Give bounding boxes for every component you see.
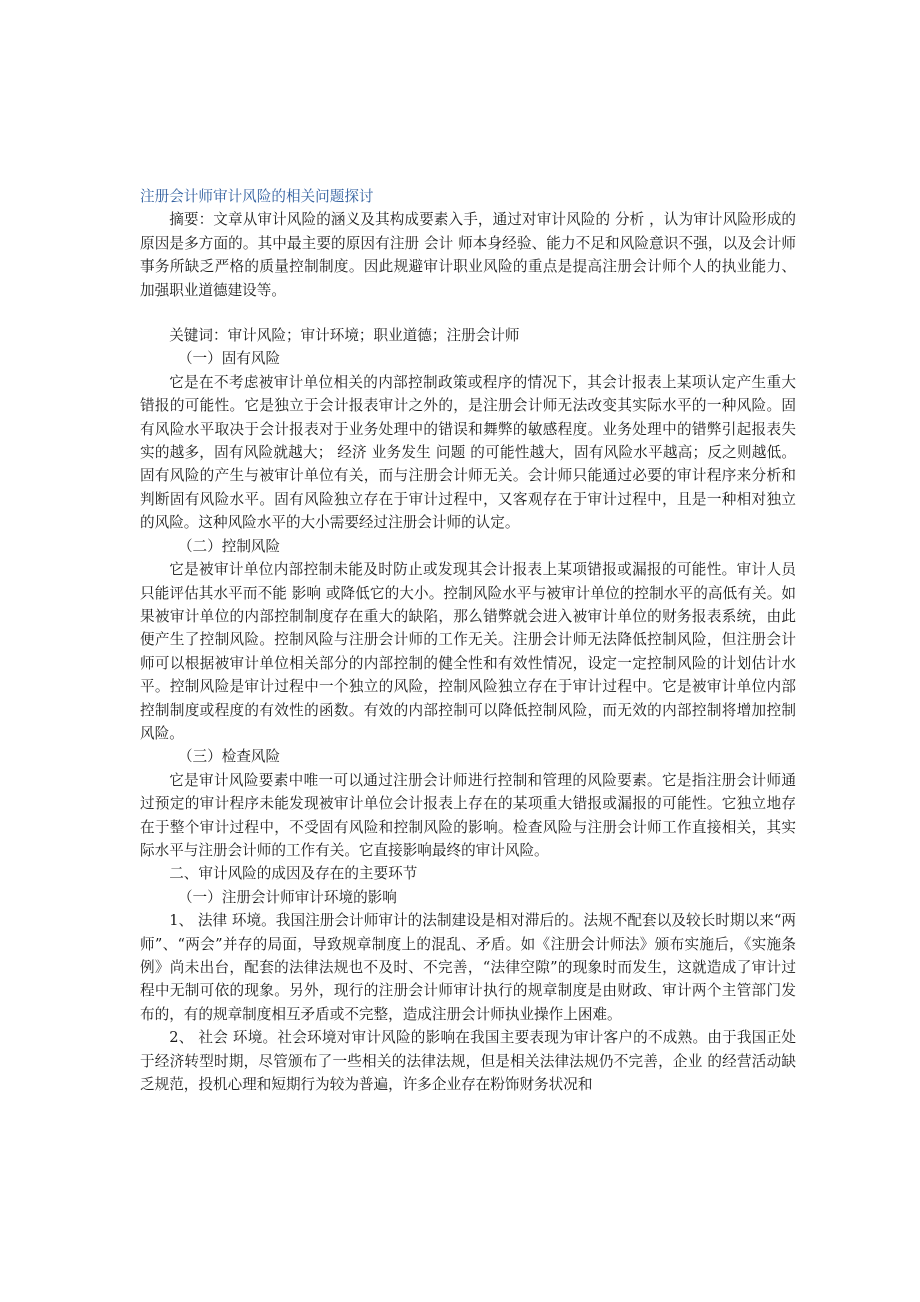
keywords-line: 关键词：审计风险；审计环境；职业道德；注册会计师 <box>169 327 520 345</box>
social-environment-paragraph: 2、 社会 环境。社会环境对审计风险的影响在我国主要表现为审计客户的不成熟。由于我国正处于经济转型时期，尽管颁布了一些相关的法律法规，但是相关法律法规仍不完善，企业 的经营活动缺乏规范，投机心理和短期行为较为普遍，许多企业存在粉饰财务状况和 <box>140 1029 796 1094</box>
part-two-heading: 二、审计风险的成因及存在的主要环节 <box>169 865 418 883</box>
document-body <box>140 185 796 1096</box>
inherent-risk-paragraph: 它是在不考虑被审计单位相关的内部控制政策或程序的情况下，其会计报表上某项认定产生重大错报的可能性。它是独立于会计报表审计之外的，是注册会计师无法改变其实际水平的一种风险。固有风险水平取决于会计报表对于业务处理中的错误和舞弊的敏感程度。业务处理中的错弊引起报表失实的越多，固有风险就越大； 经济 业务发生 问题 的可能性越大，固有风险水平越高；反之则越低。固有风险的产生与被审计单位有关，而与注册会计师无关。会计师只能通过必要的审计程序来分析和判断固有风险水平。固有风险独立存在于审计过程中，又客观存在于审计过程中，且是一种相对独立的风险。这种风险水平的大小需要经过注册会计师的认定。 <box>140 373 796 532</box>
blank-line <box>140 302 796 324</box>
legal-environment-paragraph: 1、 法律 环境。我国注册会计师审计的法制建设是相对滞后的。法规不配套以及较长时期以来“两师”、“两会”并存的局面，导致规章制度上的混乱、矛盾。如《注册会计师法》颁布实施后，《实施条例》尚未出台，配套的法律法规也不及时、不完善，“法律空隙”的现象时而发生，这就造成了审计过程中无制可依的现象。另外，现行的注册会计师审计执行的规章制度是由财政、审计两个主管部门发布的，有的规章制度相互矛盾或不完整，造成注册会计师执业操作上困难。 <box>140 912 796 1023</box>
control-risk-paragraph: 它是被审计单位内部控制未能及时防止或发现其会计报表上某项错报或漏报的可能性。审计人员只能评估其水平而不能 影响 或降低它的大小。控制风险水平与被审计单位的控制水平的高低有关。如果被审计单位的内部控制制度存在重大的缺陷，那么错弊就会进入被审计单位的财务报表系统，由此便产生了控制风险。控制风险与注册会计师的工作无关。注册会计师无法降低控制风险，但注册会计师可以根据被审计单位相关部分的内部控制的健全性和有效性情况，设定一定控制风险的计划估计水平。控制风险是审计过程中一个独立的风险，控制风险独立存在于审计过程中。它是被审计单位内部控制制度或程度的有效性的函数。有效的内部控制可以降低控制风险，而无效的内部控制将增加控制风险。 <box>140 561 796 742</box>
abstract-paragraph: 摘要：文章从审计风险的涵义及其构成要素入手，通过对审计风险的 分析 ，认为审计风险形成的原因是多方面的。其中最主要的原因有注册 会计 师本身经验、能力不足和风险意识不强，以及会计师事务所缺乏严格的质量控制制度。因此规避审计职业风险的重点是提高注册会计师个人的执业能力、加强职业道德建设等。 <box>140 211 796 299</box>
section-heading-control-risk: （二）控制风险 <box>177 537 281 555</box>
section-heading-audit-environment: （一）注册会计师审计环境的影响 <box>177 888 397 906</box>
section-heading-detection-risk: （三）检查风险 <box>177 748 281 766</box>
detection-risk-paragraph: 它是审计风险要素中唯一可以通过注册会计师进行控制和管理的风险要素。它是指注册会计师通过预定的审计程序未能发现被审计单位会计报表上存在的某项重大错报或漏报的可能性。它独立地存在于整个审计过程中，不受固有风险和控制风险的影响。检查风险与注册会计师工作直接相关，其实际水平与注册会计师的工作有关。它直接影响最终的审计风险。 <box>140 771 796 859</box>
section-heading-inherent-risk: （一）固有风险 <box>177 350 281 368</box>
document-title: 注册会计师审计风险的相关问题探讨 <box>140 188 374 205</box>
